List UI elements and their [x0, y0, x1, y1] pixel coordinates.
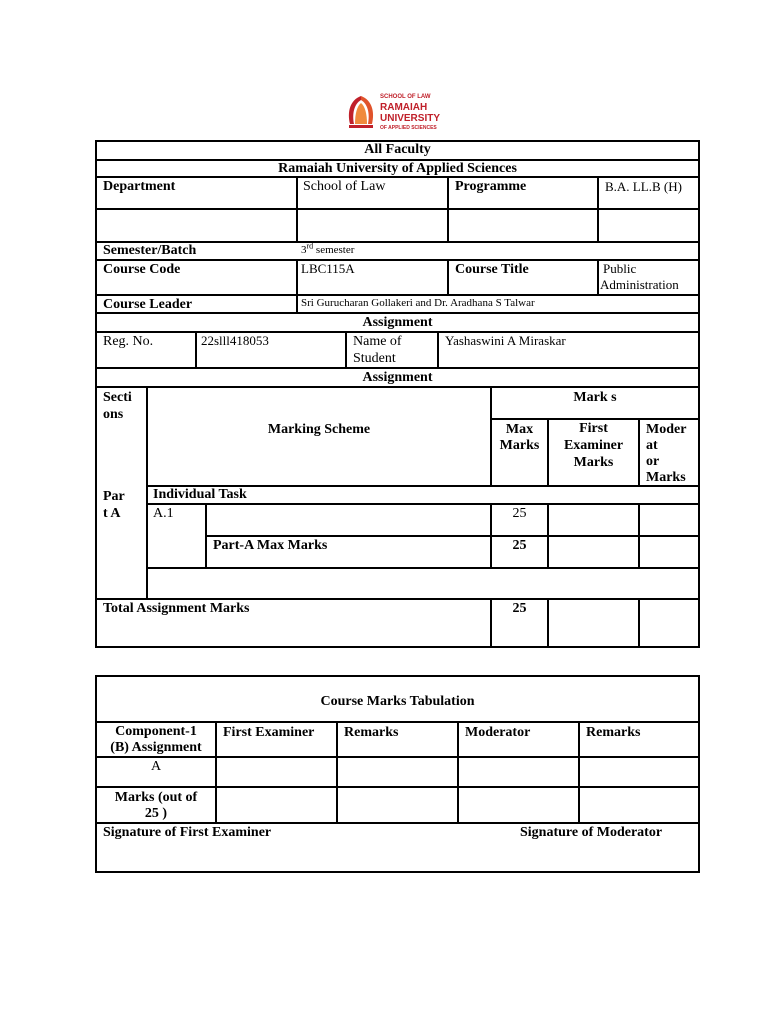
reg-no-label: Reg. No.	[103, 334, 154, 349]
logo-ramaiah-text: RAMAIAH	[380, 102, 428, 113]
signature-first-examiner-label: Signature of First Examiner	[103, 825, 272, 840]
course-title-label: Course Title	[455, 262, 529, 277]
reg-no-value: 22slll418053	[201, 333, 269, 348]
row-a-label: A	[150, 759, 162, 774]
a1-max-marks: 25	[512, 506, 527, 521]
total-assignment-marks-value: 25	[512, 601, 527, 616]
department-value: School of Law	[303, 179, 386, 194]
sections-label-line2: ons	[103, 407, 124, 422]
a1-label: A.1	[153, 506, 174, 521]
max-marks-header-line1: Max	[505, 422, 534, 437]
signature-moderator-label: Signature of Moderator	[520, 825, 663, 840]
marks-out-of-label-line1: Marks (out of	[114, 790, 198, 805]
marking-assignment-heading: Assignment	[362, 370, 433, 385]
part-a-max-marks-label: Part-A Max Marks	[213, 538, 328, 553]
remarks-col-header-1: Remarks	[344, 725, 399, 740]
programme-label: Programme	[455, 179, 527, 194]
course-title-value-line1: Public	[603, 261, 637, 276]
first-examiner-header-line1: First	[579, 421, 608, 436]
moderator-header-line4: Marks	[646, 470, 686, 485]
logo-emblem-icon	[344, 94, 378, 132]
department-label: Department	[103, 179, 176, 194]
sections-label-line1: Secti	[103, 390, 132, 405]
student-name-label-line2: Student	[353, 351, 396, 366]
marks-heading: Mark s	[573, 390, 617, 405]
first-examiner-header-line3: Marks	[573, 455, 614, 470]
max-marks-header-line2: Marks	[499, 438, 540, 453]
first-examiner-col-header: First Examiner	[223, 725, 315, 740]
course-title-value-line2: Administration	[600, 277, 679, 292]
marking-scheme-label: Marking Scheme	[267, 422, 371, 437]
marks-out-of-label-line2: 25 )	[144, 806, 168, 821]
remarks-col-header-2: Remarks	[586, 725, 641, 740]
course-leader-label: Course Leader	[103, 297, 193, 312]
course-leader-value: Sri Gurucharan Gollakeri and Dr. Aradhana S Talwar	[301, 297, 535, 309]
logo-university-text: UNIVERSITY	[380, 113, 441, 124]
component-header-line2: (B) Assignment	[110, 740, 202, 755]
semester-label: Semester/Batch	[103, 243, 197, 258]
student-name-label-line1: Name of	[353, 334, 402, 349]
individual-task-label: Individual Task	[153, 487, 247, 502]
student-name-value: Yashaswini A Miraskar	[445, 333, 566, 348]
moderator-header-line1: Moder	[646, 422, 687, 437]
moderator-header-line3: or	[646, 454, 660, 469]
university-logo	[340, 88, 440, 138]
logo-school-text: SCHOOL OF LAW	[380, 94, 431, 100]
course-code-value: LBC115A	[301, 261, 355, 276]
semester-value: 3rd semester	[301, 241, 355, 256]
programme-value: B.A. LL.B (H)	[605, 179, 682, 194]
component-header-line1: Component-1	[115, 724, 197, 739]
part-a-label-line1: Par	[103, 489, 125, 504]
tabulation-title: Course Marks Tabulation	[320, 694, 475, 709]
first-examiner-header-line2: Examiner	[563, 438, 624, 453]
total-assignment-marks-label: Total Assignment Marks	[103, 601, 250, 616]
assignment-heading: Assignment	[362, 315, 433, 330]
moderator-header-line2: at	[646, 438, 658, 453]
course-code-label: Course Code	[103, 262, 181, 277]
university-heading: Ramaiah University of Applied Sciences	[278, 161, 517, 176]
faculty-heading: All Faculty	[364, 142, 431, 157]
part-a-max-marks-value: 25	[512, 538, 527, 553]
part-a-label-line2: t A	[103, 506, 121, 521]
moderator-col-header: Moderator	[465, 725, 531, 740]
logo-applied-text: OF APPLIED SCIENCES	[380, 125, 437, 131]
